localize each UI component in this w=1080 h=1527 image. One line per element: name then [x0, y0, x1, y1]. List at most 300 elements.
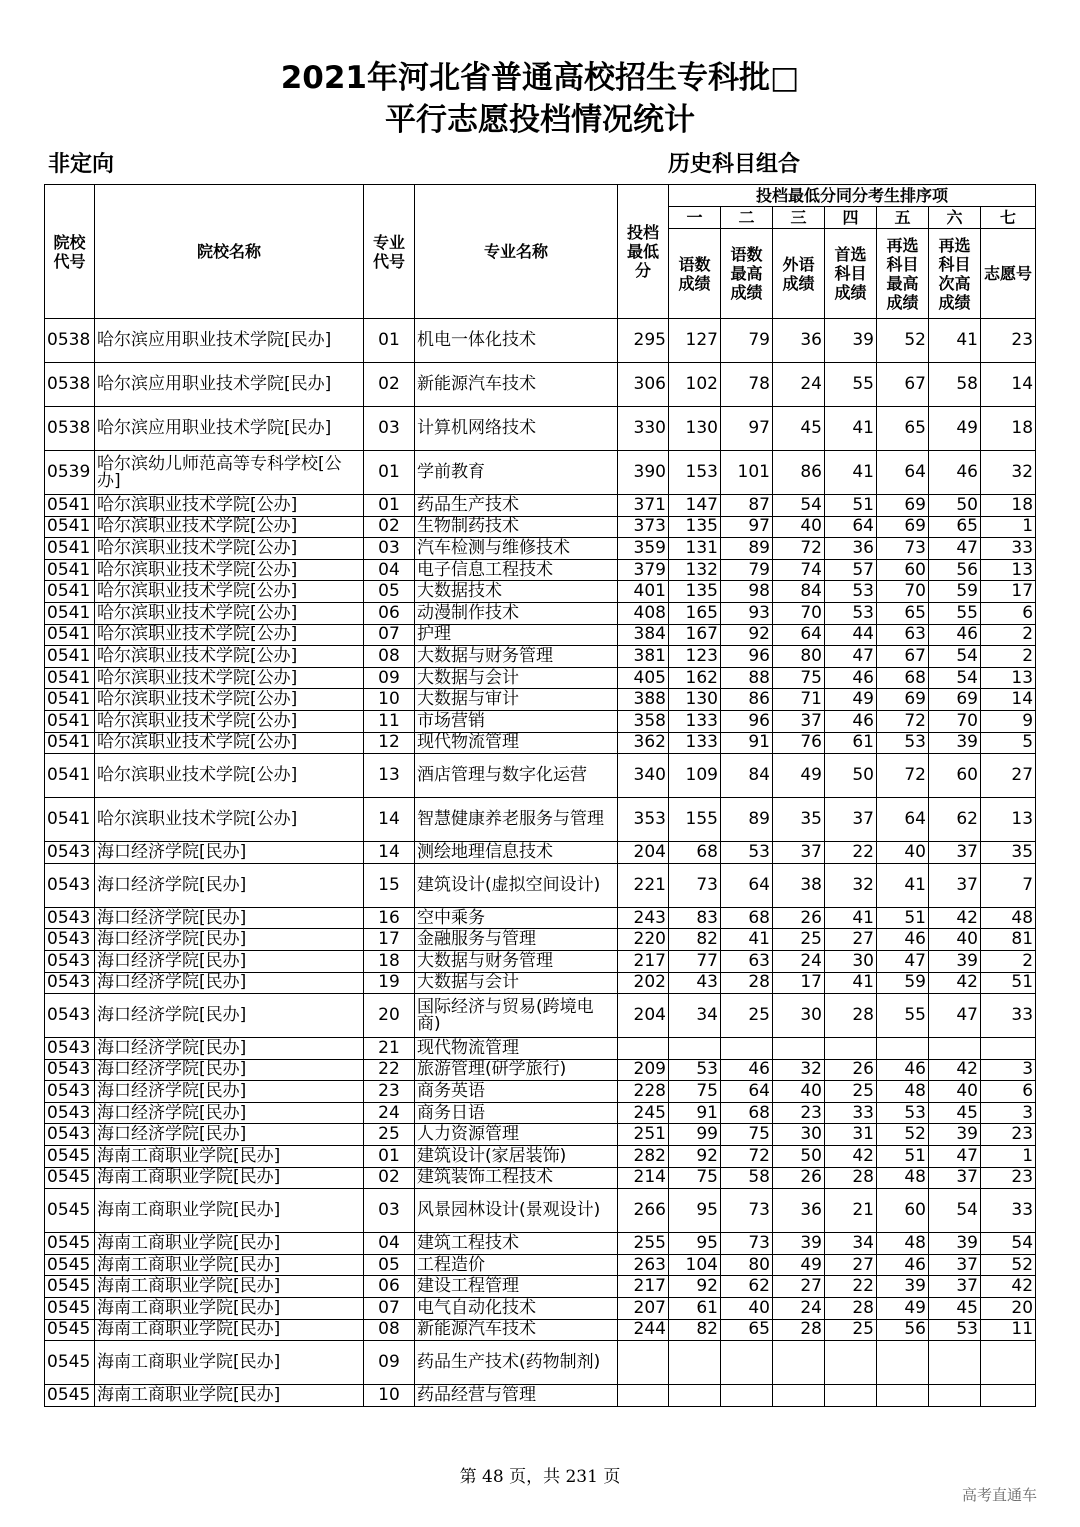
- tiebreak-value-cell: 47: [877, 950, 929, 972]
- major-code-cell: 18: [364, 950, 415, 972]
- min-score-cell: 379: [618, 559, 669, 581]
- tiebreak-value-cell: 30: [773, 994, 825, 1038]
- tiebreak-value-cell: 37: [929, 842, 981, 864]
- header-ordinal: 一: [669, 207, 721, 229]
- tiebreak-value-cell: 64: [721, 1081, 773, 1103]
- tiebreak-value-cell: 41: [721, 929, 773, 951]
- tiebreak-value-cell: 1: [981, 516, 1036, 538]
- school-name-cell: 海南工商职业学院[民办]: [95, 1298, 364, 1320]
- tiebreak-value-cell: [721, 1385, 773, 1407]
- tiebreak-value-cell: 51: [877, 907, 929, 929]
- tiebreak-value-cell: 89: [721, 798, 773, 842]
- major-code-cell: 12: [364, 732, 415, 754]
- major-code-cell: 14: [364, 798, 415, 842]
- school-code-cell: 0538: [45, 363, 95, 407]
- school-name-cell: 哈尔滨职业技术学院[公办]: [95, 602, 364, 624]
- tiebreak-value-cell: 48: [877, 1233, 929, 1255]
- major-name-cell: 学前教育: [415, 451, 618, 495]
- tiebreak-value-cell: 41: [929, 319, 981, 363]
- tiebreak-value-cell: 57: [825, 559, 877, 581]
- major-code-cell: 15: [364, 863, 415, 907]
- category-label: 非定向: [48, 152, 115, 177]
- school-code-cell: 0541: [45, 624, 95, 646]
- major-name-cell: 金融服务与管理: [415, 929, 618, 951]
- tiebreak-value-cell: 80: [773, 646, 825, 668]
- tiebreak-value-cell: 51: [877, 1146, 929, 1168]
- tiebreak-value-cell: 75: [773, 667, 825, 689]
- major-code-cell: 02: [364, 1167, 415, 1189]
- table-row: [45, 710, 1036, 732]
- school-code-cell: 0543: [45, 994, 95, 1038]
- tiebreak-value-cell: 72: [877, 754, 929, 798]
- tiebreak-value-cell: 17: [773, 972, 825, 994]
- school-code-cell: 0543: [45, 842, 95, 864]
- tiebreak-value-cell: 53: [721, 842, 773, 864]
- school-name-cell: 海口经济学院[民办]: [95, 907, 364, 929]
- table-row: [45, 1276, 1036, 1298]
- school-code-cell: 0541: [45, 559, 95, 581]
- major-code-cell: 20: [364, 994, 415, 1038]
- tiebreak-value-cell: 52: [877, 319, 929, 363]
- tiebreak-value-cell: 68: [669, 842, 721, 864]
- tiebreak-value-cell: 53: [877, 1102, 929, 1124]
- table-row: [45, 754, 1036, 798]
- tiebreak-value-cell: [825, 1038, 877, 1060]
- tiebreak-value-cell: [877, 1038, 929, 1060]
- tiebreak-value-cell: 2: [981, 646, 1036, 668]
- major-name-cell: 新能源汽车技术: [415, 1319, 618, 1341]
- min-score-cell: 263: [618, 1254, 669, 1276]
- header-ordinal: 七: [981, 207, 1036, 229]
- tiebreak-value-cell: 49: [773, 754, 825, 798]
- tiebreak-value-cell: 35: [981, 842, 1036, 864]
- major-name-cell: 旅游管理(研学旅行): [415, 1059, 618, 1081]
- tiebreak-value-cell: 37: [773, 710, 825, 732]
- major-name-cell: 大数据与会计: [415, 667, 618, 689]
- tiebreak-value-cell: 53: [825, 602, 877, 624]
- tiebreak-value-cell: 46: [929, 451, 981, 495]
- school-code-cell: 0545: [45, 1298, 95, 1320]
- table-row: [45, 495, 1036, 517]
- major-code-cell: 03: [364, 538, 415, 560]
- school-name-cell: 哈尔滨职业技术学院[公办]: [95, 495, 364, 517]
- tiebreak-value-cell: 9: [981, 710, 1036, 732]
- tiebreak-value-cell: 23: [981, 1167, 1036, 1189]
- tiebreak-value-cell: 58: [721, 1167, 773, 1189]
- major-code-cell: 04: [364, 1233, 415, 1255]
- school-code-cell: 0541: [45, 646, 95, 668]
- tiebreak-value-cell: 53: [825, 581, 877, 603]
- header-school-code: 院校代号: [45, 185, 95, 319]
- school-name-cell: 哈尔滨职业技术学院[公办]: [95, 559, 364, 581]
- tiebreak-value-cell: 53: [929, 1319, 981, 1341]
- table-row: [45, 1038, 1036, 1060]
- school-code-cell: 0543: [45, 950, 95, 972]
- school-name-cell: 哈尔滨幼儿师范高等专科学校[公办]: [95, 451, 364, 495]
- major-name-cell: 工程造价: [415, 1254, 618, 1276]
- tiebreak-value-cell: 88: [721, 667, 773, 689]
- major-name-cell: 建设工程管理: [415, 1276, 618, 1298]
- tiebreak-value-cell: 135: [669, 516, 721, 538]
- tiebreak-value-cell: 50: [929, 495, 981, 517]
- tiebreak-value-cell: 39: [929, 950, 981, 972]
- tiebreak-value-cell: 67: [877, 646, 929, 668]
- school-name-cell: 海南工商职业学院[民办]: [95, 1276, 364, 1298]
- table-row: [45, 972, 1036, 994]
- tiebreak-value-cell: 43: [669, 972, 721, 994]
- major-name-cell: 建筑工程技术: [415, 1233, 618, 1255]
- tiebreak-value-cell: 6: [981, 1081, 1036, 1103]
- table-header: [45, 185, 1036, 319]
- tiebreak-value-cell: 14: [981, 689, 1036, 711]
- tiebreak-value-cell: 73: [669, 863, 721, 907]
- school-code-cell: 0543: [45, 1124, 95, 1146]
- table-row: [45, 1167, 1036, 1189]
- major-name-cell: 现代物流管理: [415, 732, 618, 754]
- major-code-cell: 07: [364, 624, 415, 646]
- tiebreak-value-cell: 28: [825, 1298, 877, 1320]
- header-criterion: 再选科目最高成绩: [877, 229, 929, 319]
- tiebreak-value-cell: 65: [721, 1319, 773, 1341]
- tiebreak-value-cell: 23: [773, 1102, 825, 1124]
- tiebreak-value-cell: 62: [721, 1276, 773, 1298]
- tiebreak-value-cell: 60: [877, 1189, 929, 1233]
- tiebreak-value-cell: 70: [929, 710, 981, 732]
- min-score-cell: 358: [618, 710, 669, 732]
- tiebreak-value-cell: 18: [981, 495, 1036, 517]
- school-name-cell: 海南工商职业学院[民办]: [95, 1254, 364, 1276]
- tiebreak-value-cell: 39: [929, 1233, 981, 1255]
- table-row: [45, 624, 1036, 646]
- school-name-cell: 海口经济学院[民办]: [95, 1038, 364, 1060]
- min-score-cell: 282: [618, 1146, 669, 1168]
- tiebreak-value-cell: 69: [877, 495, 929, 517]
- school-name-cell: 海口经济学院[民办]: [95, 1059, 364, 1081]
- school-code-cell: 0545: [45, 1319, 95, 1341]
- school-name-cell: 海南工商职业学院[民办]: [95, 1146, 364, 1168]
- tiebreak-value-cell: 65: [877, 602, 929, 624]
- tiebreak-value-cell: 6: [981, 602, 1036, 624]
- table-row: [45, 1146, 1036, 1168]
- table-row: [45, 907, 1036, 929]
- school-name-cell: 哈尔滨职业技术学院[公办]: [95, 581, 364, 603]
- major-code-cell: 02: [364, 363, 415, 407]
- tiebreak-value-cell: 48: [981, 907, 1036, 929]
- tiebreak-value-cell: 13: [981, 667, 1036, 689]
- tiebreak-value-cell: [929, 1038, 981, 1060]
- min-score-cell: 255: [618, 1233, 669, 1255]
- min-score-cell: 381: [618, 646, 669, 668]
- school-code-cell: 0543: [45, 907, 95, 929]
- tiebreak-value-cell: 38: [773, 863, 825, 907]
- tiebreak-value-cell: 68: [721, 907, 773, 929]
- tiebreak-value-cell: 34: [669, 994, 721, 1038]
- tiebreak-value-cell: 133: [669, 732, 721, 754]
- tiebreak-value-cell: [981, 1038, 1036, 1060]
- table-row: [45, 689, 1036, 711]
- table-row: [45, 1189, 1036, 1233]
- tiebreak-value-cell: 46: [877, 1254, 929, 1276]
- major-code-cell: 05: [364, 581, 415, 603]
- min-score-cell: 204: [618, 842, 669, 864]
- tiebreak-value-cell: 153: [669, 451, 721, 495]
- min-score-cell: 221: [618, 863, 669, 907]
- major-code-cell: 25: [364, 1124, 415, 1146]
- tiebreak-value-cell: 52: [877, 1124, 929, 1146]
- min-score-cell: 306: [618, 363, 669, 407]
- table-row: [45, 1233, 1036, 1255]
- min-score-cell: 243: [618, 907, 669, 929]
- tiebreak-value-cell: 42: [929, 972, 981, 994]
- tiebreak-value-cell: 96: [721, 710, 773, 732]
- tiebreak-value-cell: 37: [929, 863, 981, 907]
- tiebreak-value-cell: 155: [669, 798, 721, 842]
- major-code-cell: 04: [364, 559, 415, 581]
- tiebreak-value-cell: 55: [825, 363, 877, 407]
- tiebreak-value-cell: 47: [929, 1146, 981, 1168]
- tiebreak-value-cell: 30: [773, 1124, 825, 1146]
- major-code-cell: 01: [364, 495, 415, 517]
- tiebreak-value-cell: 130: [669, 689, 721, 711]
- major-name-cell: 酒店管理与数字化运营: [415, 754, 618, 798]
- tiebreak-value-cell: 64: [721, 863, 773, 907]
- tiebreak-value-cell: 41: [825, 907, 877, 929]
- tiebreak-value-cell: 27: [773, 1276, 825, 1298]
- tiebreak-value-cell: 131: [669, 538, 721, 560]
- major-code-cell: 06: [364, 602, 415, 624]
- tiebreak-value-cell: 65: [877, 407, 929, 451]
- school-name-cell: 海口经济学院[民办]: [95, 1102, 364, 1124]
- tiebreak-value-cell: 39: [825, 319, 877, 363]
- tiebreak-value-cell: 37: [929, 1254, 981, 1276]
- tiebreak-value-cell: 25: [825, 1081, 877, 1103]
- tiebreak-value-cell: 61: [825, 732, 877, 754]
- tiebreak-value-cell: 64: [825, 516, 877, 538]
- tiebreak-value-cell: 32: [981, 451, 1036, 495]
- tiebreak-value-cell: 64: [877, 451, 929, 495]
- major-name-cell: 商务英语: [415, 1081, 618, 1103]
- table-row: [45, 798, 1036, 842]
- tiebreak-value-cell: 64: [773, 624, 825, 646]
- major-name-cell: 空中乘务: [415, 907, 618, 929]
- major-name-cell: 大数据与财务管理: [415, 950, 618, 972]
- table-body: [45, 319, 1036, 1407]
- major-code-cell: 08: [364, 1319, 415, 1341]
- tiebreak-value-cell: 51: [825, 495, 877, 517]
- table-row: [45, 950, 1036, 972]
- min-score-cell: 202: [618, 972, 669, 994]
- tiebreak-value-cell: 39: [929, 732, 981, 754]
- tiebreak-value-cell: 89: [721, 538, 773, 560]
- header-ordinal: 四: [825, 207, 877, 229]
- tiebreak-value-cell: 24: [773, 1298, 825, 1320]
- table-row: [45, 538, 1036, 560]
- tiebreak-value-cell: 37: [773, 842, 825, 864]
- min-score-cell: 401: [618, 581, 669, 603]
- tiebreak-value-cell: 42: [929, 907, 981, 929]
- tiebreak-value-cell: 45: [773, 407, 825, 451]
- school-code-cell: 0543: [45, 1059, 95, 1081]
- tiebreak-value-cell: 32: [773, 1059, 825, 1081]
- tiebreak-value-cell: 17: [981, 581, 1036, 603]
- table-row: [45, 602, 1036, 624]
- tiebreak-value-cell: 42: [981, 1276, 1036, 1298]
- tiebreak-value-cell: 37: [929, 1167, 981, 1189]
- table-row: [45, 363, 1036, 407]
- table-row: [45, 1081, 1036, 1103]
- tiebreak-value-cell: 49: [825, 689, 877, 711]
- school-name-cell: 海南工商职业学院[民办]: [95, 1319, 364, 1341]
- school-name-cell: 海口经济学院[民办]: [95, 972, 364, 994]
- table-row: [45, 1124, 1036, 1146]
- tiebreak-value-cell: 46: [825, 710, 877, 732]
- school-code-cell: 0543: [45, 929, 95, 951]
- table-row: [45, 1102, 1036, 1124]
- tiebreak-value-cell: 162: [669, 667, 721, 689]
- school-name-cell: 哈尔滨职业技术学院[公办]: [95, 689, 364, 711]
- table-row: [45, 451, 1036, 495]
- tiebreak-value-cell: 24: [773, 950, 825, 972]
- tiebreak-value-cell: [929, 1341, 981, 1385]
- min-score-cell: 353: [618, 798, 669, 842]
- school-code-cell: 0541: [45, 516, 95, 538]
- tiebreak-value-cell: 79: [721, 319, 773, 363]
- major-name-cell: 新能源汽车技术: [415, 363, 618, 407]
- tiebreak-value-cell: 92: [669, 1146, 721, 1168]
- major-name-cell: 市场营销: [415, 710, 618, 732]
- school-code-cell: 0545: [45, 1189, 95, 1233]
- tiebreak-value-cell: 40: [773, 516, 825, 538]
- major-code-cell: 01: [364, 451, 415, 495]
- tiebreak-value-cell: 84: [773, 581, 825, 603]
- tiebreak-value-cell: 135: [669, 581, 721, 603]
- tiebreak-value-cell: 41: [825, 972, 877, 994]
- tiebreak-value-cell: 75: [669, 1081, 721, 1103]
- tiebreak-value-cell: 30: [825, 950, 877, 972]
- min-score-cell: 217: [618, 1276, 669, 1298]
- tiebreak-value-cell: 81: [981, 929, 1036, 951]
- tiebreak-value-cell: 27: [981, 754, 1036, 798]
- tiebreak-value-cell: 133: [669, 710, 721, 732]
- school-name-cell: 哈尔滨应用职业技术学院[民办]: [95, 407, 364, 451]
- tiebreak-value-cell: 54: [981, 1233, 1036, 1255]
- tiebreak-value-cell: 78: [721, 363, 773, 407]
- major-code-cell: 08: [364, 646, 415, 668]
- tiebreak-value-cell: [773, 1038, 825, 1060]
- tiebreak-value-cell: 25: [773, 929, 825, 951]
- major-name-cell: 机电一体化技术: [415, 319, 618, 363]
- major-code-cell: 02: [364, 516, 415, 538]
- tiebreak-value-cell: 75: [721, 1124, 773, 1146]
- tiebreak-value-cell: [981, 1385, 1036, 1407]
- table-row: [45, 1298, 1036, 1320]
- min-score-cell: 217: [618, 950, 669, 972]
- min-score-cell: [618, 1038, 669, 1060]
- school-name-cell: 哈尔滨职业技术学院[公办]: [95, 624, 364, 646]
- tiebreak-value-cell: 165: [669, 602, 721, 624]
- major-code-cell: 11: [364, 710, 415, 732]
- tiebreak-value-cell: 28: [825, 1167, 877, 1189]
- tiebreak-value-cell: 2: [981, 950, 1036, 972]
- major-code-cell: 23: [364, 1081, 415, 1103]
- school-name-cell: 哈尔滨应用职业技术学院[民办]: [95, 319, 364, 363]
- tiebreak-value-cell: [877, 1341, 929, 1385]
- school-code-cell: 0545: [45, 1146, 95, 1168]
- school-name-cell: 哈尔滨职业技术学院[公办]: [95, 754, 364, 798]
- min-score-cell: 209: [618, 1059, 669, 1081]
- tiebreak-value-cell: 64: [877, 798, 929, 842]
- tiebreak-value-cell: 58: [929, 363, 981, 407]
- major-name-cell: 护理: [415, 624, 618, 646]
- tiebreak-value-cell: 82: [669, 1319, 721, 1341]
- tiebreak-value-cell: 42: [929, 1059, 981, 1081]
- min-score-cell: 359: [618, 538, 669, 560]
- major-name-cell: 大数据与审计: [415, 689, 618, 711]
- tiebreak-value-cell: 21: [825, 1189, 877, 1233]
- tiebreak-value-cell: 130: [669, 407, 721, 451]
- tiebreak-value-cell: 84: [721, 754, 773, 798]
- tiebreak-value-cell: 3: [981, 1102, 1036, 1124]
- tiebreak-value-cell: 28: [825, 994, 877, 1038]
- tiebreak-value-cell: 51: [981, 972, 1036, 994]
- school-code-cell: 0541: [45, 732, 95, 754]
- tiebreak-value-cell: 95: [669, 1233, 721, 1255]
- major-code-cell: 03: [364, 407, 415, 451]
- tiebreak-value-cell: 33: [981, 1189, 1036, 1233]
- major-name-cell: 智慧健康养老服务与管理: [415, 798, 618, 842]
- header-school-name: 院校名称: [95, 185, 364, 319]
- tiebreak-value-cell: 48: [877, 1081, 929, 1103]
- school-code-cell: 0541: [45, 581, 95, 603]
- tiebreak-value-cell: 54: [929, 646, 981, 668]
- tiebreak-value-cell: 98: [721, 581, 773, 603]
- tiebreak-value-cell: 42: [825, 1146, 877, 1168]
- tiebreak-value-cell: 60: [877, 559, 929, 581]
- major-name-cell: 测绘地理信息技术: [415, 842, 618, 864]
- tiebreak-value-cell: 27: [825, 929, 877, 951]
- tiebreak-value-cell: 91: [721, 732, 773, 754]
- tiebreak-value-cell: 102: [669, 363, 721, 407]
- school-name-cell: 哈尔滨应用职业技术学院[民办]: [95, 363, 364, 407]
- school-code-cell: 0545: [45, 1167, 95, 1189]
- tiebreak-value-cell: 39: [929, 1124, 981, 1146]
- tiebreak-value-cell: 40: [929, 929, 981, 951]
- tiebreak-value-cell: 50: [773, 1146, 825, 1168]
- tiebreak-value-cell: [825, 1385, 877, 1407]
- tiebreak-value-cell: 41: [825, 451, 877, 495]
- header-ordinal: 二: [721, 207, 773, 229]
- tiebreak-value-cell: 72: [773, 538, 825, 560]
- table-row: [45, 732, 1036, 754]
- header-ordinal: 三: [773, 207, 825, 229]
- min-score-cell: [618, 1385, 669, 1407]
- major-name-cell: 建筑设计(家居装饰): [415, 1146, 618, 1168]
- school-code-cell: 0539: [45, 451, 95, 495]
- school-code-cell: 0538: [45, 319, 95, 363]
- major-name-cell: 电子信息工程技术: [415, 559, 618, 581]
- tiebreak-value-cell: 70: [877, 581, 929, 603]
- tiebreak-value-cell: 86: [773, 451, 825, 495]
- school-code-cell: 0543: [45, 1102, 95, 1124]
- min-score-cell: 204: [618, 994, 669, 1038]
- header-criterion: 语数最高成绩: [721, 229, 773, 319]
- school-name-cell: 哈尔滨职业技术学院[公办]: [95, 798, 364, 842]
- major-name-cell: 电气自动化技术: [415, 1298, 618, 1320]
- header-criterion: 首选科目成绩: [825, 229, 877, 319]
- tiebreak-value-cell: 54: [929, 667, 981, 689]
- tiebreak-value-cell: 46: [877, 1059, 929, 1081]
- school-name-cell: 哈尔滨职业技术学院[公办]: [95, 732, 364, 754]
